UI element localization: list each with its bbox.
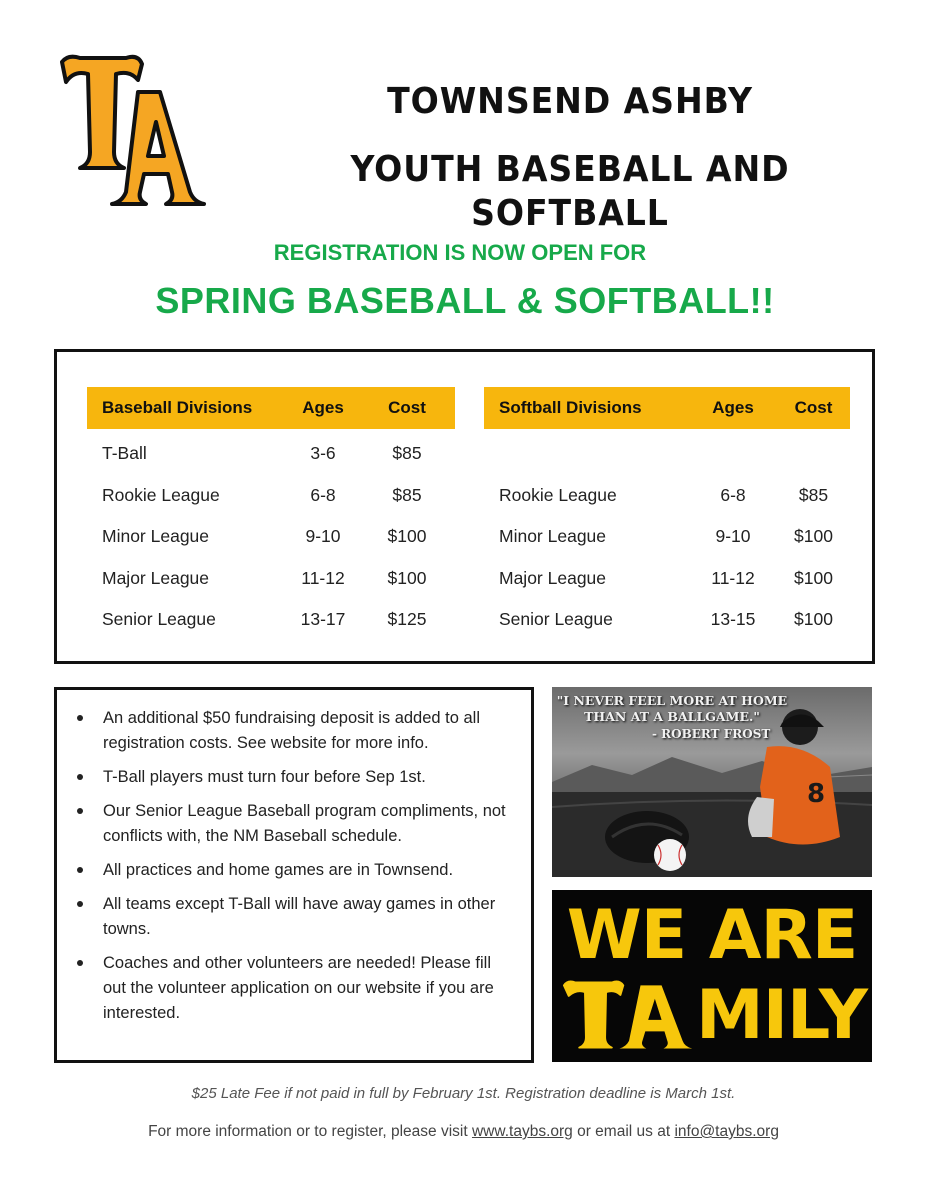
website-link[interactable]: www.taybs.org [471,1123,573,1140]
table-row [484,433,850,475]
division-cost: $100 [387,526,427,547]
list-item [73,858,518,883]
division-ages: 9-10 [305,526,341,547]
notes-box [54,687,534,1063]
list-item [73,799,518,849]
banner-line1: WE ARE [566,896,858,975]
table-row [87,433,455,475]
header-division: Baseball Divisions [102,398,253,417]
bullet-icon [77,960,83,966]
photo-quote: "I NEVER FEEL MORE AT HOME THAN AT A BALLGAME." [556,693,788,724]
header-cost: Cost [794,398,833,417]
ta-banner-letters: TA [562,979,564,981]
division-name: Senior League [499,609,613,630]
division-ages: 13-17 [300,609,346,630]
bullet-icon [77,901,83,907]
division-name: Minor League [499,526,607,547]
bullet-icon [77,808,83,814]
division-cost: $100 [794,526,833,547]
division-name: Minor League [102,526,210,547]
svg-text:8: 8 [807,779,826,809]
org-name-line1: TOWNSEND ASHBY [387,81,753,122]
header-ages: Ages [712,398,754,417]
list-item [73,951,518,1026]
note-text: Coaches and other volunteers are needed! Please fill out the volunteer application on our website if you are interested. [103,954,494,1022]
division-cost: $85 [392,484,422,505]
season-heading: SPRING BASEBALL & SOFTBALL!! [155,280,775,321]
header-division: Softball Divisions [499,398,642,417]
softball-divisions-table [484,387,850,641]
baseball-header-row [87,387,455,429]
baseball-photo [552,687,872,877]
email-link[interactable]: info@taybs.org [674,1123,779,1140]
division-ages: 11-12 [711,567,755,588]
division-name: Major League [102,567,210,588]
we-are-tamily-banner [552,890,872,1062]
division-name: T-Ball [102,443,147,464]
bullet-icon [77,774,83,780]
division-ages: 3-6 [310,443,336,464]
division-cost: $100 [387,567,427,588]
table-row [87,516,455,558]
contact-middle: or email us at [577,1123,671,1140]
division-cost: $125 [387,609,427,630]
logo-letters: TA [58,52,60,53]
division-ages: 6-8 [720,484,746,505]
division-cost: $100 [794,609,833,630]
header-cost: Cost [388,398,426,417]
table-row [87,599,455,641]
registration-open-heading: REGISTRATION IS NOW OPEN FOR [273,240,647,265]
late-fee-note: $25 Late Fee if not paid in full by February 1st. Registration deadline is March 1st. [191,1085,736,1102]
table-row [484,475,850,517]
header-ages: Ages [302,398,344,417]
table-row [484,516,850,558]
notes-list [73,706,518,1035]
softball-header-row [484,387,850,429]
table-row [87,475,455,517]
table-row [87,558,455,600]
list-item [73,765,518,790]
division-name: Rookie League [102,484,220,505]
division-ages: 6-8 [310,484,336,505]
note-text: An additional $50 fundraising deposit is added to all registration costs. See website for more info. [103,709,481,752]
division-name: Major League [499,567,607,588]
division-cost: $100 [794,567,833,588]
division-name: Rookie League [499,484,617,505]
division-ages: 13-15 [710,609,756,630]
quote-author: - ROBERT FROST [652,727,771,741]
banner-line2 [562,978,867,1054]
contact-line [0,1123,927,1141]
divisions-box [54,349,875,664]
banner-mily: MILY [696,976,867,1055]
division-ages: 11-12 [301,567,345,588]
bullet-icon [77,867,83,873]
division-name: Senior League [102,609,216,630]
bullet-icon [77,715,83,721]
division-cost: $85 [392,443,422,464]
note-text: All teams except T-Ball will have away games in other towns. [103,895,496,938]
note-text: Our Senior League Baseball program compliments, not conflicts with, the NM Baseball schedule. [103,802,506,845]
ta-banner-logo [562,978,696,1054]
note-text: T-Ball players must turn four before Sep 1st. [103,768,426,786]
table-row [484,558,850,600]
ta-logo [58,52,208,210]
contact-prefix: For more information or to register, please visit [148,1123,468,1140]
baseball-divisions-table [87,387,455,641]
table-row [484,599,850,641]
list-item [73,706,518,756]
note-text: All practices and home games are in Townsend. [103,861,454,879]
list-item [73,892,518,942]
org-name-line2: YOUTH BASEBALL AND SOFTBALL [350,149,790,234]
division-ages: 9-10 [715,526,751,547]
division-cost: $85 [798,484,829,505]
